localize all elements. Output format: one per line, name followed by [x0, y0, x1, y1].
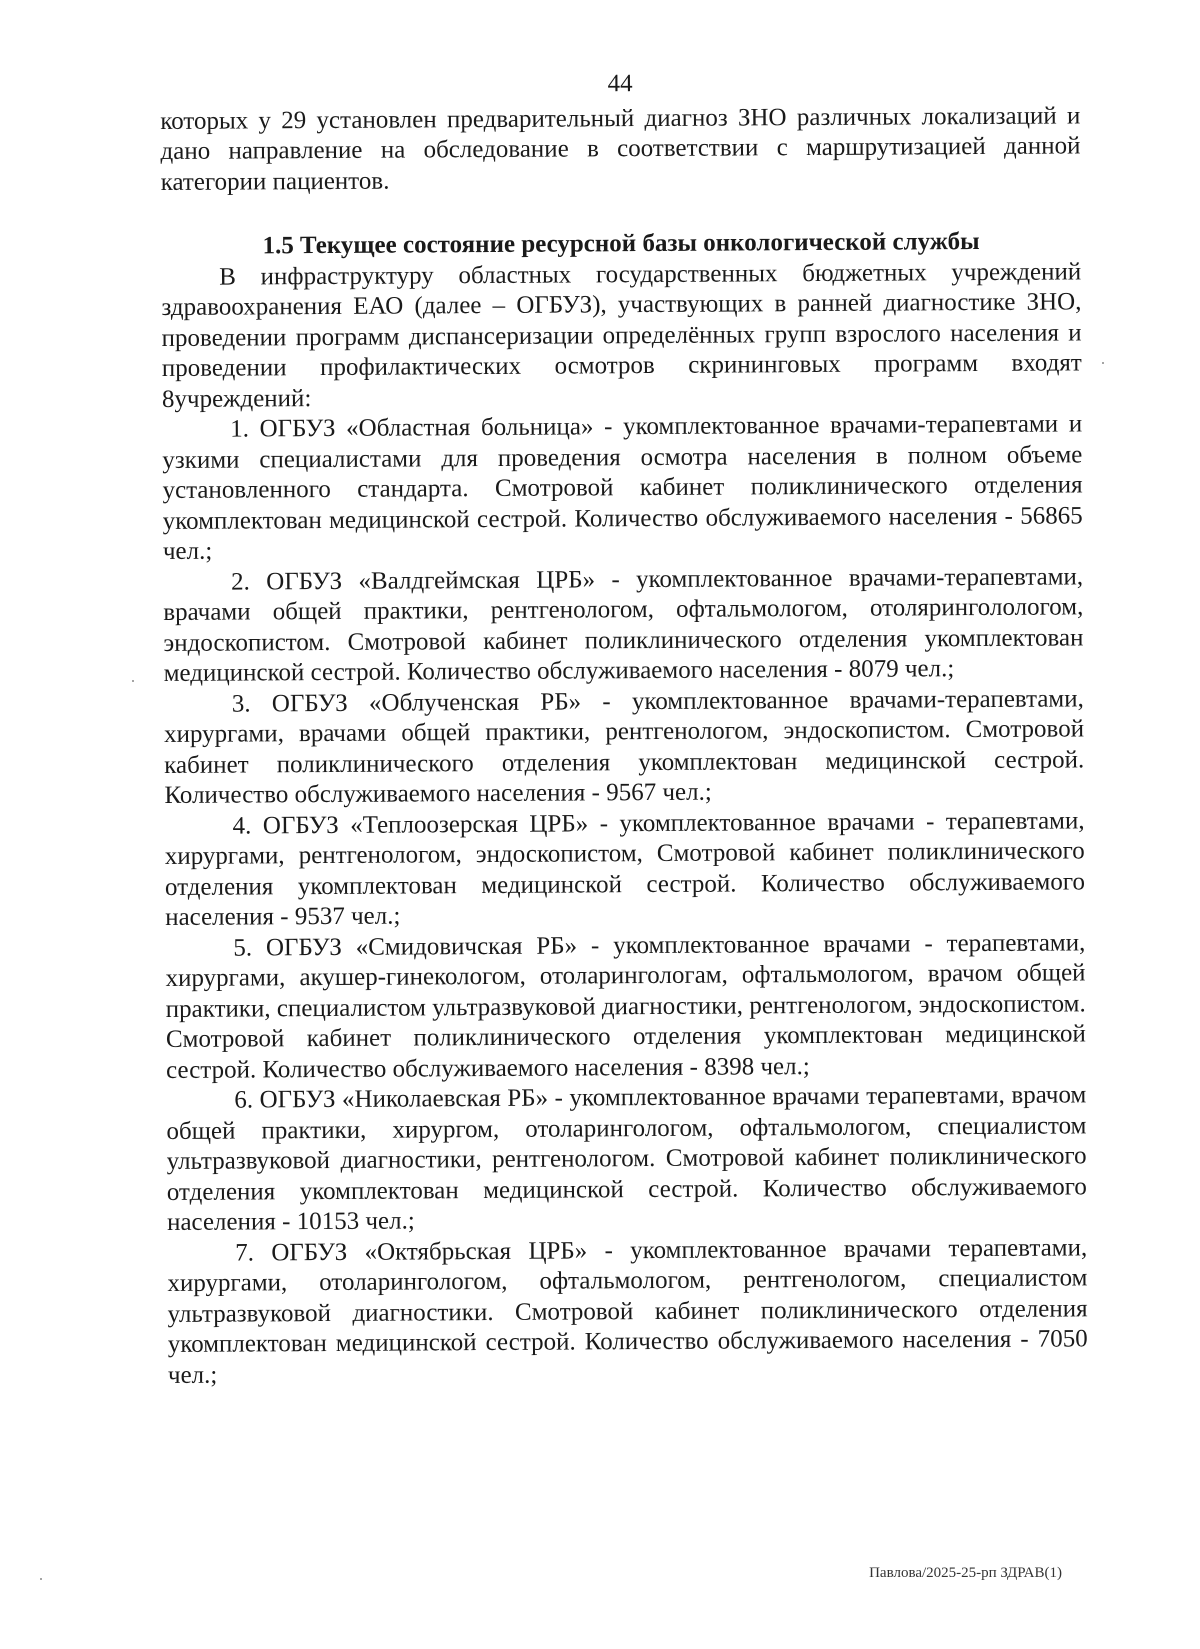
list-item-6: 6. ОГБУЗ «Николаевская РБ» - укомплектованное врачами терапевтами, врачом общей практики, хирургом, отоларингологом, офтальмологом, специалистом ультразвуковой диагностики, рентгенологом. Смотровой кабинет поликлинического отделения укомплектован медицинской сестрой. Количество обслуживаемого населения - 10153 чел.; [166, 1081, 1087, 1236]
document-footer: Павлова/2025-25-рп ЗДРАВ(1) [869, 1565, 1062, 1581]
list-item-1: 1. ОГБУЗ «Областная больница» - укомплектованное врачами-терапевтами и узкими специалистами для проведения осмотра населения в полном объеме установленного стандарта. Смотровой кабинет поликлинического отделения укомплектован медицинской сестрой. Количество обслуживаемого населения - 56865 чел.; [162, 410, 1083, 565]
section-intro-paragraph: В инфраструктуру областных государственных бюджетных учреждений здравоохранения ЕАО (далее – ОГБУЗ), участвующих в ранней диагностике ЗНО, проведении программ диспансеризации определённых групп взрослого населения и проведении профилактических осмотров скрининговых программ входят 8учреждений: [161, 257, 1082, 413]
section-title: 1.5 Текущее состояние ресурсной базы онкологической службы [262, 227, 980, 260]
list-item-3: 3. ОГБУЗ «Облученская РБ» - укомплектованное врачами-терапевтами, хирургами, врачами общей практики, рентгенологом, эндоскопистом. Смотровой кабинет поликлинического отделения укомплектован медицинской сестрой. Количество обслуживаемого населения - 9567 чел.; [163, 684, 1085, 809]
scan-speck [132, 680, 134, 682]
list-item-7: 7. ОГБУЗ «Октябрьская ЦРБ» - укомплектованное врачами терапевтами, хирургами, отоларингологом, офтальмологом, рентгенологом, специалистом ультразвуковой диагностики. Смотровой кабинет поликлинического отделения укомплектован медицинской сестрой. Количество обслуживаемого населения - 7050 чел.; [167, 1233, 1088, 1389]
intro-paragraph: которых у 29 установлен предварительный диагноз ЗНО различных локализаций и дано направление на обследование в соответствии с маршрутизацией данной категории пациентов. [160, 101, 1081, 196]
page-number: 44 [607, 70, 633, 98]
scan-speck [1102, 362, 1104, 364]
list-item-5: 5. ОГБУЗ «Смидовичская РБ» - укомплектованное врачами - терапевтами, хирургами, акушер-гинекологом, отоларингологам, офтальмологом, врачом общей практики, специалистом ультразвуковой диагностики, рентгенологом, эндоскопистом. Смотровой кабинет поликлинического отделения укомплектован медицинской сестрой. Количество обслуживаемого населения - 8398 чел.; [165, 928, 1086, 1084]
scan-speck [40, 1578, 42, 1580]
list-item-4: 4. ОГБУЗ «Теплоозерская ЦРБ» - укомплектованное врачами - терапевтами, хирургами, рентгенологом, эндоскопистом, Смотровой кабинет поликлинического отделения укомплектован медицинской сестрой. Количество обслуживаемого населения - 9537 чел.; [164, 806, 1086, 931]
document-page [160, 66, 1088, 1391]
list-item-2: 2. ОГБУЗ «Валдгеймская ЦРБ» - укомплектованное врачами-терапевтами, врачами общей практики, рентгенологом, офтальмологом, отоляринголологом, эндоскопистом. Смотровой кабинет поликлинического отделения укомплектован медицинской сестрой. Количество обслуживаемого населения - 8079 чел.; [163, 562, 1084, 687]
